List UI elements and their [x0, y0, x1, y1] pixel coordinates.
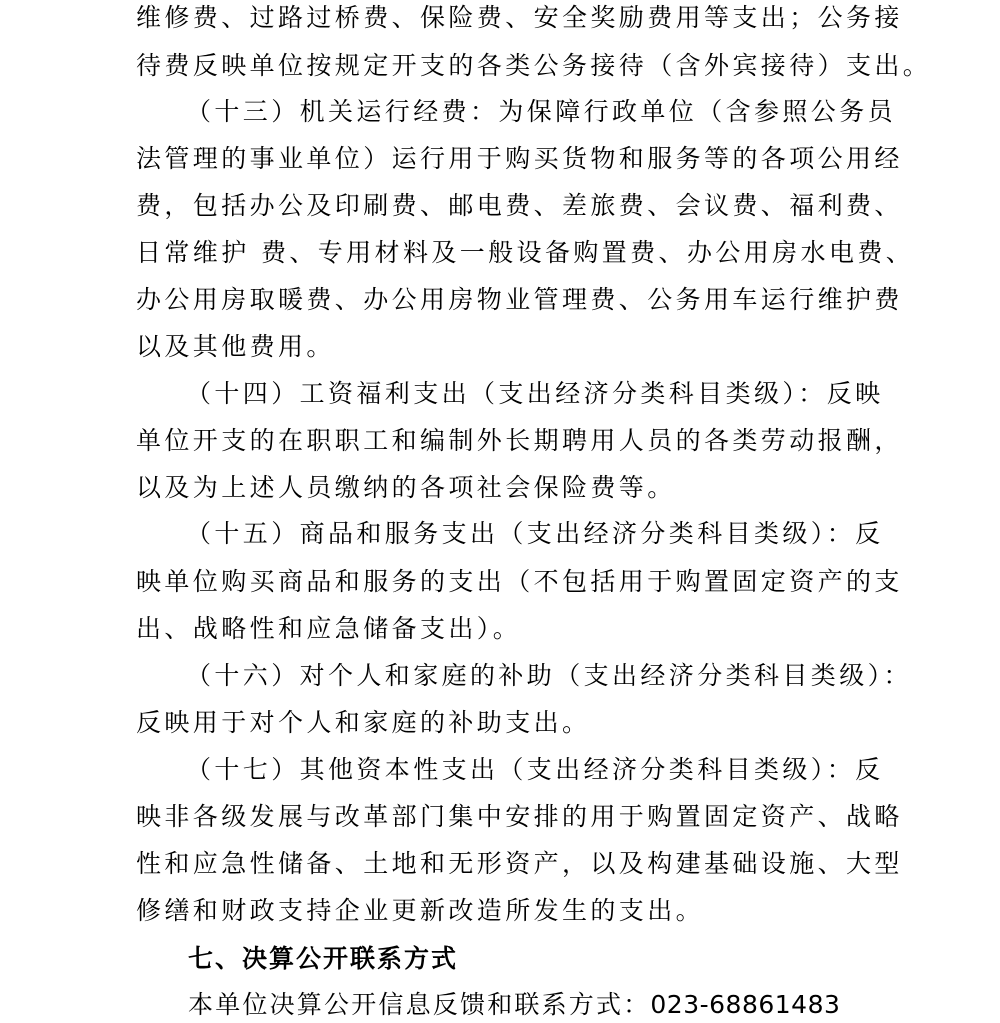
contact-label: 本单位决算公开信息反馈和联系方式：	[188, 990, 651, 1019]
text-line: 日常维护 费、专用材料及一般设备购置费、办公用房水电费、	[136, 238, 915, 267]
text-line: 映单位购买商品和服务的支出（不包括用于购置固定资产的支	[136, 567, 903, 596]
contact-line	[188, 989, 840, 1021]
text-line: 维修费、过路过桥费、保险费、安全奖励费用等支出；公务接	[136, 3, 903, 32]
paragraph-seventeen-start: （十七）其他资本性支出（支出经济分类科目类级）：反	[186, 755, 884, 784]
text-line: 办公用房取暖费、办公用房物业管理费、公务用车运行维护费	[136, 285, 903, 314]
text-line: 映非各级发展与改革部门集中安排的用于购置固定资产、战略	[136, 802, 903, 831]
text-line: 以及其他费用。	[136, 332, 335, 361]
paragraph-sixteen-start: （十六）对个人和家庭的补助（支出经济分类科目类级）：	[186, 661, 912, 690]
text-line: 性和应急性储备、土地和无形资产，以及构建基础设施、大型	[136, 849, 903, 878]
text-line: 单位开支的在职职工和编制外长期聘用人员的各类劳动报酬，	[136, 426, 903, 455]
text-line: 待费反映单位按规定开支的各类公务接待（含外宾接待）支出。	[136, 51, 932, 80]
contact-phone: 023-68861483	[650, 990, 841, 1019]
text-line: 法管理的事业单位）运行用于购买货物和服务等的各项公用经	[136, 144, 903, 173]
text-line: 以及为上述人员缴纳的各项社会保险费等。	[136, 473, 676, 502]
section-heading: 七、决算公开联系方式	[188, 944, 459, 973]
paragraph-fifteen-start: （十五）商品和服务支出（支出经济分类科目类级）：反	[186, 519, 884, 548]
paragraph-thirteen-start: （十三）机关运行经费：为保障行政单位（含参照公务员	[186, 97, 897, 126]
text-line: 反映用于对个人和家庭的补助支出。	[136, 708, 591, 737]
text-line: 出、战略性和应急储备支出）。	[136, 614, 522, 643]
text-line: 修缮和财政支持企业更新改造所发生的支出。	[136, 896, 705, 925]
text-line: 费，包括办公及印刷费、邮电费、差旅费、会议费、福利费、	[136, 191, 903, 220]
paragraph-fourteen-start: （十四）工资福利支出（支出经济分类科目类级）：反映	[186, 379, 884, 408]
